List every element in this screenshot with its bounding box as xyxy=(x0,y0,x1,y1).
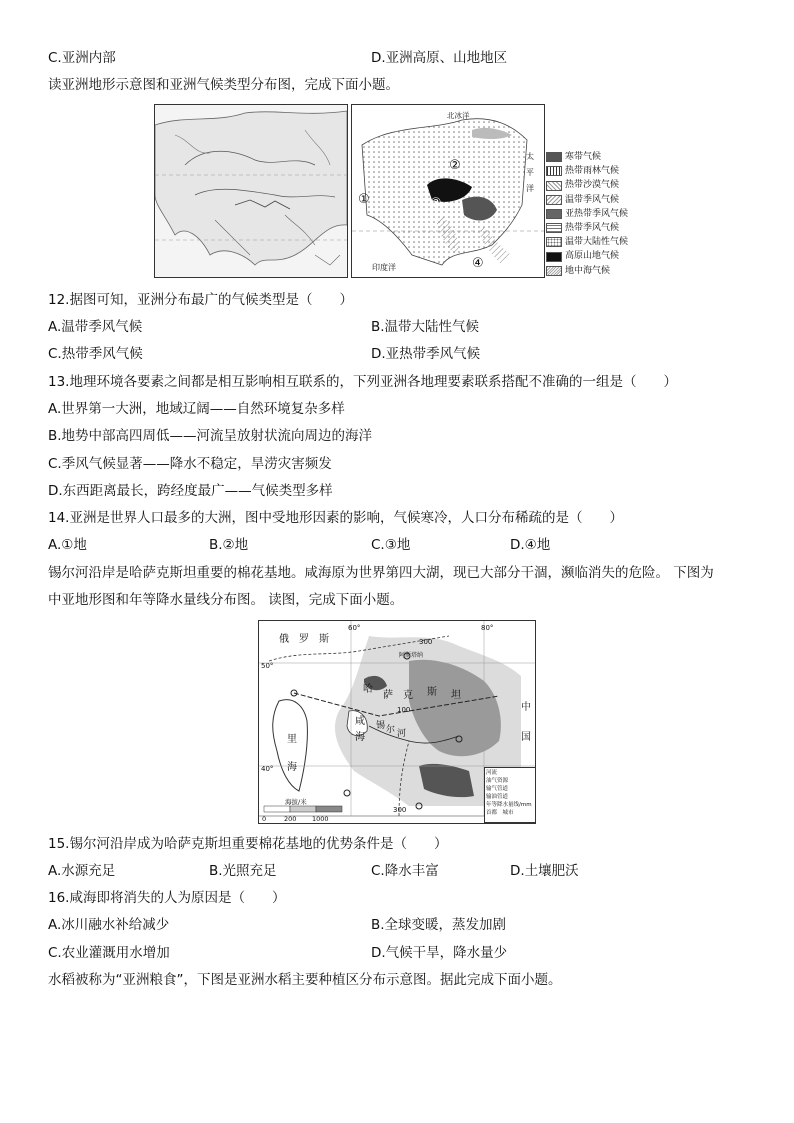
label-pacific: 太平洋 xyxy=(526,152,534,193)
label-aral-2: 海 xyxy=(355,732,365,743)
q16-option-a: A.冰川融水补给减少 xyxy=(48,917,170,933)
legend-item: 温带季风气候 xyxy=(546,193,628,207)
q12-option-d: D.亚热带季风气候 xyxy=(371,346,481,362)
label-arctic: 北冰洋 xyxy=(447,111,470,120)
label-kazakh-2: 萨 xyxy=(383,690,393,701)
intro-text-3: 水稻被称为“亚洲粮食”，下图是亚洲水稻主要种植区分布示意图。据此完成下面小题。 xyxy=(48,972,562,988)
label-indian: 印度洋 xyxy=(372,263,396,272)
q15-option-a: A.水源充足 xyxy=(48,863,116,879)
label-4: ④ xyxy=(472,256,484,271)
climate-legend xyxy=(546,150,628,278)
q13-option-b: B.地势中部高四周低——河流呈放射状流向周边的海洋 xyxy=(48,428,373,444)
legend-item: 寒带气候 xyxy=(546,150,628,164)
legend-item: 温带大陆性气候 xyxy=(546,235,628,249)
central-asia-map xyxy=(258,620,536,824)
label-russia: 俄 罗 斯 xyxy=(279,634,329,645)
q14-option-b: B.②地 xyxy=(209,537,249,553)
label-syr-3: 河 xyxy=(397,729,407,739)
label-scale-title: 海拔/米 xyxy=(285,798,307,806)
legend-item: 亚热带季风气候 xyxy=(546,207,628,221)
label-kazakh-1: 哈 xyxy=(363,684,373,695)
label-kazakh-5: 坦 xyxy=(451,690,461,701)
label-kazakh-3: 克 xyxy=(403,690,413,701)
label-2: ② xyxy=(449,158,461,173)
option-d: D.亚洲高原、山地地区 xyxy=(371,50,508,66)
q14-option-d: D.④地 xyxy=(510,537,551,553)
label-kazakh-4: 斯 xyxy=(427,687,437,698)
label-china-2: 国 xyxy=(521,732,531,743)
q13-option-a: A.世界第一大洲，地域辽阔——自然环境复杂多样 xyxy=(48,401,345,417)
q12-option-b: B.温带大陆性气候 xyxy=(371,319,480,335)
label-caspian-2: 海 xyxy=(287,762,297,773)
legend-item: 高原山地气候 xyxy=(546,249,628,263)
label-1: ① xyxy=(358,192,370,207)
q15-option-d: D.土壤肥沃 xyxy=(510,863,579,879)
label-lat40: 40° xyxy=(261,765,274,773)
q12-option-a: A.温带季风气候 xyxy=(48,319,143,335)
label-lon60: 60° xyxy=(348,624,361,632)
label-isohyet-300b: 300 xyxy=(393,806,407,814)
option-c: C.亚洲内部 xyxy=(48,50,116,66)
legend-item: 地中海气候 xyxy=(546,264,628,278)
q13-option-d: D.东西距离最长，跨经度最广——气候类型多样 xyxy=(48,483,333,499)
asia-climate-map xyxy=(351,104,545,278)
q12-stem: 12.据图可知，亚洲分布最广的气候类型是（ ） xyxy=(48,292,353,308)
label-lon80: 80° xyxy=(481,624,494,632)
intro-text-2b: 中亚地形图和年等降水量线分布图。 读图，完成下面小题。 xyxy=(48,592,404,608)
q15-stem: 15.锡尔河沿岸成为哈萨克斯坦重要棉花基地的优势条件是（ ） xyxy=(48,836,448,852)
label-caspian-1: 里 xyxy=(287,734,297,745)
label-3: ③ xyxy=(430,196,442,211)
q16-option-d: D.气候干旱，降水量少 xyxy=(371,945,508,961)
legend-item: 热带沙漠气候 xyxy=(546,178,628,192)
label-aral-1: 咸 xyxy=(355,716,365,727)
q16-stem: 16.咸海即将消失的人为原因是（ ） xyxy=(48,890,286,906)
q14-stem: 14.亚洲是世界人口最多的大洲，图中受地形因素的影响，气候寒冷，人口分布稀疏的是（ ） xyxy=(48,510,623,526)
asia-terrain-map xyxy=(154,104,348,278)
intro-text-1: 读亚洲地形示意图和亚洲气候类型分布图，完成下面小题。 xyxy=(48,77,399,93)
intro-text-2a: 锡尔河沿岸是哈萨克斯坦重要的棉花基地。咸海原为世界第四大湖，现已大部分干涸，濒临消失的危险。 下图为 xyxy=(48,565,714,581)
q14-option-a: A.①地 xyxy=(48,537,87,553)
label-astana: 阿斯塔纳 xyxy=(399,652,424,659)
q16-option-c: C.农业灌溉用水增加 xyxy=(48,945,170,961)
label-isohyet-100: 100 xyxy=(397,706,411,714)
q12-option-c: C.热带季风气候 xyxy=(48,346,143,362)
legend-item: 热带季风气候 xyxy=(546,221,628,235)
label-scale-200: 200 xyxy=(284,815,297,823)
label-lat50: 50° xyxy=(261,662,274,670)
q16-option-b: B.全球变暖，蒸发加剧 xyxy=(371,917,507,933)
label-syr-2: 尔 xyxy=(386,725,396,735)
label-scale-1000: 1000 xyxy=(312,815,329,823)
q14-option-c: C.③地 xyxy=(371,537,411,553)
legend-item: 热带雨林气候 xyxy=(546,164,628,178)
label-china-1: 中 xyxy=(521,702,531,713)
q13-option-c: C.季风气候显著——降水不稳定，旱涝灾害频发 xyxy=(48,456,332,472)
q15-option-b: B.光照充足 xyxy=(209,863,277,879)
label-isohyet-300a: 300 xyxy=(419,638,433,646)
label-syr-1: 锡 xyxy=(376,721,386,731)
central-asia-legend: 河流 油气资源 输气管道 输油管道 年等降水量线/mm 首都 城市 xyxy=(484,767,536,823)
label-scale-0: 0 xyxy=(262,815,267,823)
q13-stem: 13.地理环境各要素之间都是相互影响相互联系的，下列亚洲各地理要素联系搭配不准确的一组是（ ） xyxy=(48,374,677,390)
q15-option-c: C.降水丰富 xyxy=(371,863,439,879)
